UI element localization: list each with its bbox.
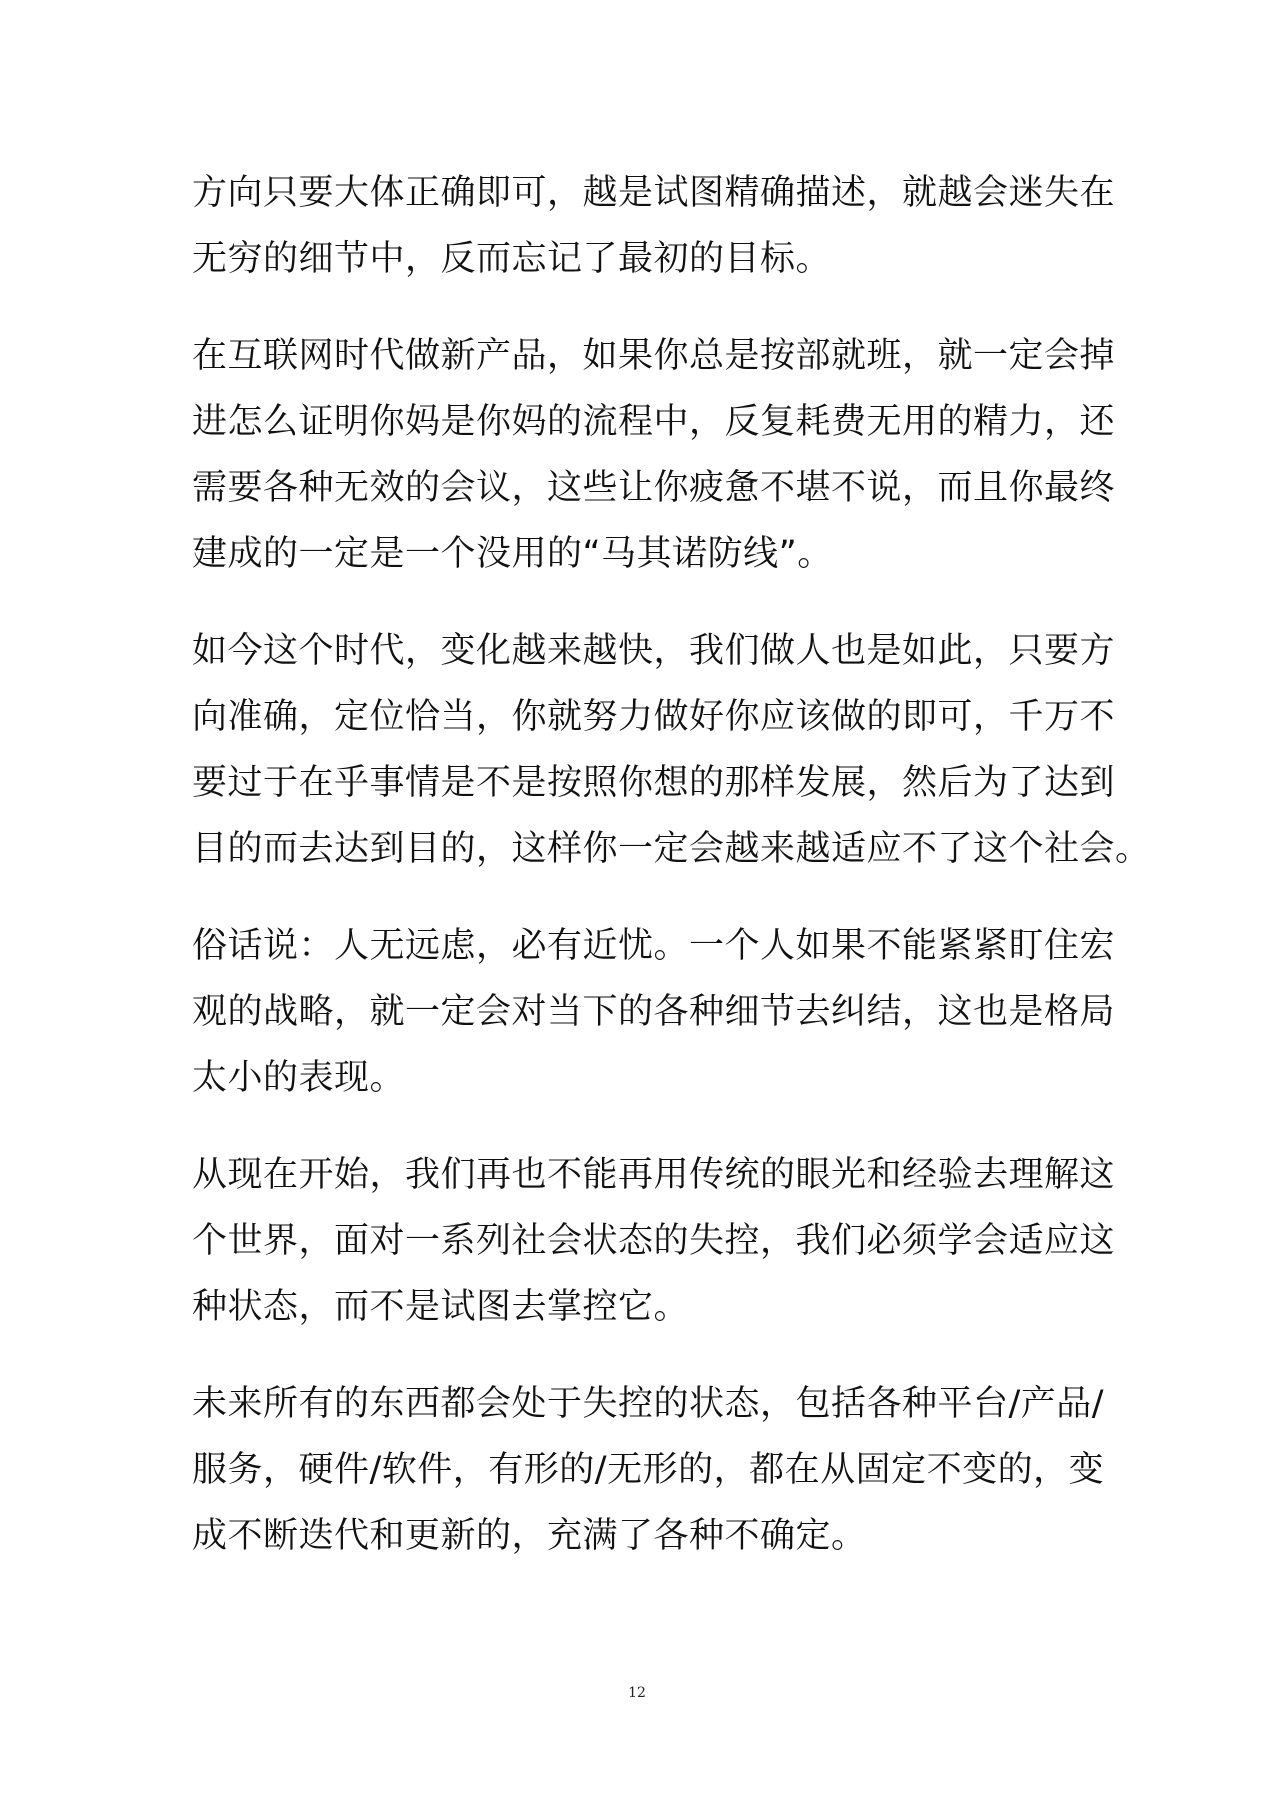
text-line: 服务，硬件/软件，有形的/无形的，都在从固定不变的，变: [192, 1450, 1105, 1490]
paragraph-1: [192, 160, 1116, 292]
text-line: 方向只要大体正确即可，越是试图精确描述，就越会迷失在: [192, 173, 1116, 213]
paragraph-2: [192, 323, 1116, 587]
text-line: 建成的一定是一个没用的“马其诺防线”。: [192, 534, 833, 574]
text-line: 在互联网时代做新产品，如果你总是按部就班，就一定会掉: [192, 336, 1116, 376]
text-line: 俗话说：人无远虑，必有近忧。一个人如果不能紧紧盯住宏: [192, 926, 1116, 966]
text-line: 种状态，而不是试图去掌控它。: [192, 1287, 690, 1327]
text-line: 如今这个时代，变化越来越快，我们做人也是如此，只要方: [192, 631, 1116, 671]
text-line: 从现在开始，我们再也不能再用传统的眼光和经验去理解这: [192, 1155, 1116, 1195]
page-number: 12: [628, 1685, 646, 1701]
text-line: 要过于在乎事情是不是按照你想的那样发展，然后为了达到: [192, 763, 1116, 803]
text-line: 太小的表现。: [192, 1058, 406, 1098]
paragraph-4: [192, 913, 1116, 1111]
text-line: 个世界，面对一系列社会状态的失控，我们必须学会适应这: [192, 1221, 1116, 1261]
text-line: 进怎么证明你妈是你妈的流程中，反复耗费无用的精力，还: [192, 402, 1116, 442]
text-line: 向准确，定位恰当，你就努力做好你应该做的即可，千万不: [192, 697, 1116, 737]
text-line: 成不断迭代和更新的，充满了各种不确定。: [192, 1516, 867, 1556]
body-text: [192, 160, 1151, 1600]
paragraph-5: [192, 1142, 1116, 1340]
text-line: 未来所有的东西都会处于失控的状态，包括各种平台/产品/: [192, 1384, 1105, 1424]
text-line: 无穷的细节中，反而忘记了最初的目标。: [192, 239, 832, 279]
paragraph-3: [192, 618, 1151, 882]
text-line: 观的战略，就一定会对当下的各种细节去纠结，这也是格局: [192, 992, 1116, 1032]
paragraph-6: [192, 1371, 1105, 1569]
text-line: 需要各种无效的会议，这些让你疲惫不堪不说，而且你最终: [192, 468, 1116, 508]
text-line: 目的而去达到目的，这样你一定会越来越适应不了这个社会。: [192, 829, 1151, 869]
